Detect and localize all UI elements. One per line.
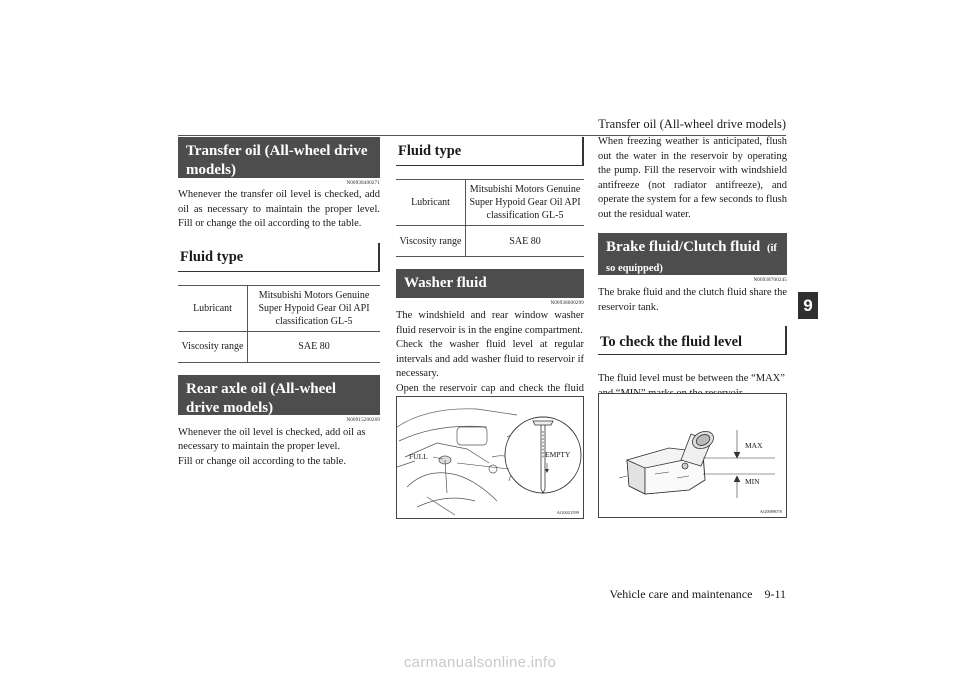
table-value-viscosity: SAE 80 xyxy=(466,226,585,257)
section-heading-rear-axle-oil: Rear axle oil (All-wheel drive models) xyxy=(178,375,380,415)
section-code: N00915200269 xyxy=(346,417,380,423)
figure-label-empty: EMPTY xyxy=(545,450,571,459)
section-heading-washer-fluid: Washer fluid xyxy=(396,269,584,298)
figure-label-max: MAX xyxy=(745,441,763,450)
paragraph-freezing: When freezing weather is anticipated, flush out the water in the reservoir by operating the pump. Fill the reservoir with windshield antifreeze (not radiator antifreeze), and operate the system for a few seconds to flush out the residual water. xyxy=(598,136,787,220)
section-code: N00938700245 xyxy=(753,278,787,283)
reservoir-illustration xyxy=(599,394,787,518)
figure-label-min: MIN xyxy=(745,477,760,486)
heading-qualifier: (if xyxy=(766,243,777,254)
chapter-tab-badge: 9 xyxy=(798,292,818,319)
subheading-check-fluid-level: To check the fluid level xyxy=(598,326,787,355)
paragraph-washer-2: Check the washer fluid level at regular intervals and add washer fluid to reservoir if necessary. xyxy=(396,339,584,379)
table-value-viscosity: SAE 80 xyxy=(248,331,381,362)
paragraph-washer-3: Open the reservoir cap and check the fluid xyxy=(396,382,584,394)
section-heading-transfer-oil: Transfer oil (All-wheel drive models) xyxy=(178,137,380,178)
column-1 xyxy=(178,137,380,469)
subheading-fluid-type: Fluid type xyxy=(178,243,380,272)
figure-code: AG0009070 xyxy=(759,509,782,514)
fluid-type-table-1 xyxy=(178,285,380,363)
fluid-type-table-2 xyxy=(396,179,584,257)
table-label-viscosity: Viscosity range xyxy=(178,331,248,362)
table-label-lubricant: Lubricant xyxy=(396,180,466,226)
watermark-text: carmanualsonline.info xyxy=(403,654,557,671)
table-label-viscosity: Viscosity range xyxy=(396,226,466,257)
subheading-fluid-type: Fluid type xyxy=(396,137,584,166)
paragraph-washer-1: The windshield and rear window washer fluid reservoir is in the engine compartment. xyxy=(396,310,584,336)
table-value-lubricant: Mitsubishi Motors Genuine Super Hypoid Gear Oil API classification GL-5 xyxy=(469,184,581,221)
paragraph-rear-axle-1: Whenever the oil level is checked, add oil as necessary to maintain the proper level. xyxy=(178,426,366,452)
figure-code: AG0021599 xyxy=(556,510,579,515)
section-heading-brake-fluid xyxy=(598,233,787,275)
column-3 xyxy=(598,135,787,401)
table-value-lubricant: Mitsubishi Motors Genuine Super Hypoid Gear Oil API classification GL-5 xyxy=(258,289,370,327)
table-label-lubricant: Lubricant xyxy=(178,285,248,331)
washer-reservoir-figure xyxy=(396,396,584,519)
heading-qualifier-line2: so equipped) xyxy=(606,263,663,274)
figure-label-full: FULL xyxy=(409,452,428,461)
brake-reservoir-figure xyxy=(598,393,787,518)
section-code: N00938600299 xyxy=(550,301,584,306)
paragraph-rear-axle-2: Fill or change oil according to the table. xyxy=(178,455,346,467)
section-code: N00938400271 xyxy=(346,181,380,186)
paragraph-transfer-oil: Whenever the transfer oil level is checked, add oil as necessary to maintain the proper level. Fill or change the oil according to the table. xyxy=(178,189,380,229)
heading-main-text: Brake fluid/Clutch fluid xyxy=(606,239,761,255)
paragraph-fluid-level: The fluid level must be between the “MAX” xyxy=(598,373,785,384)
column-2 xyxy=(396,137,584,411)
running-header-title: Transfer oil (All-wheel drive models) xyxy=(598,117,786,131)
page-footer: Vehicle care and maintenance 9-11 xyxy=(609,587,786,601)
paragraph-brake-fluid: The brake fluid and the clutch fluid share the reservoir tank. xyxy=(598,287,787,313)
